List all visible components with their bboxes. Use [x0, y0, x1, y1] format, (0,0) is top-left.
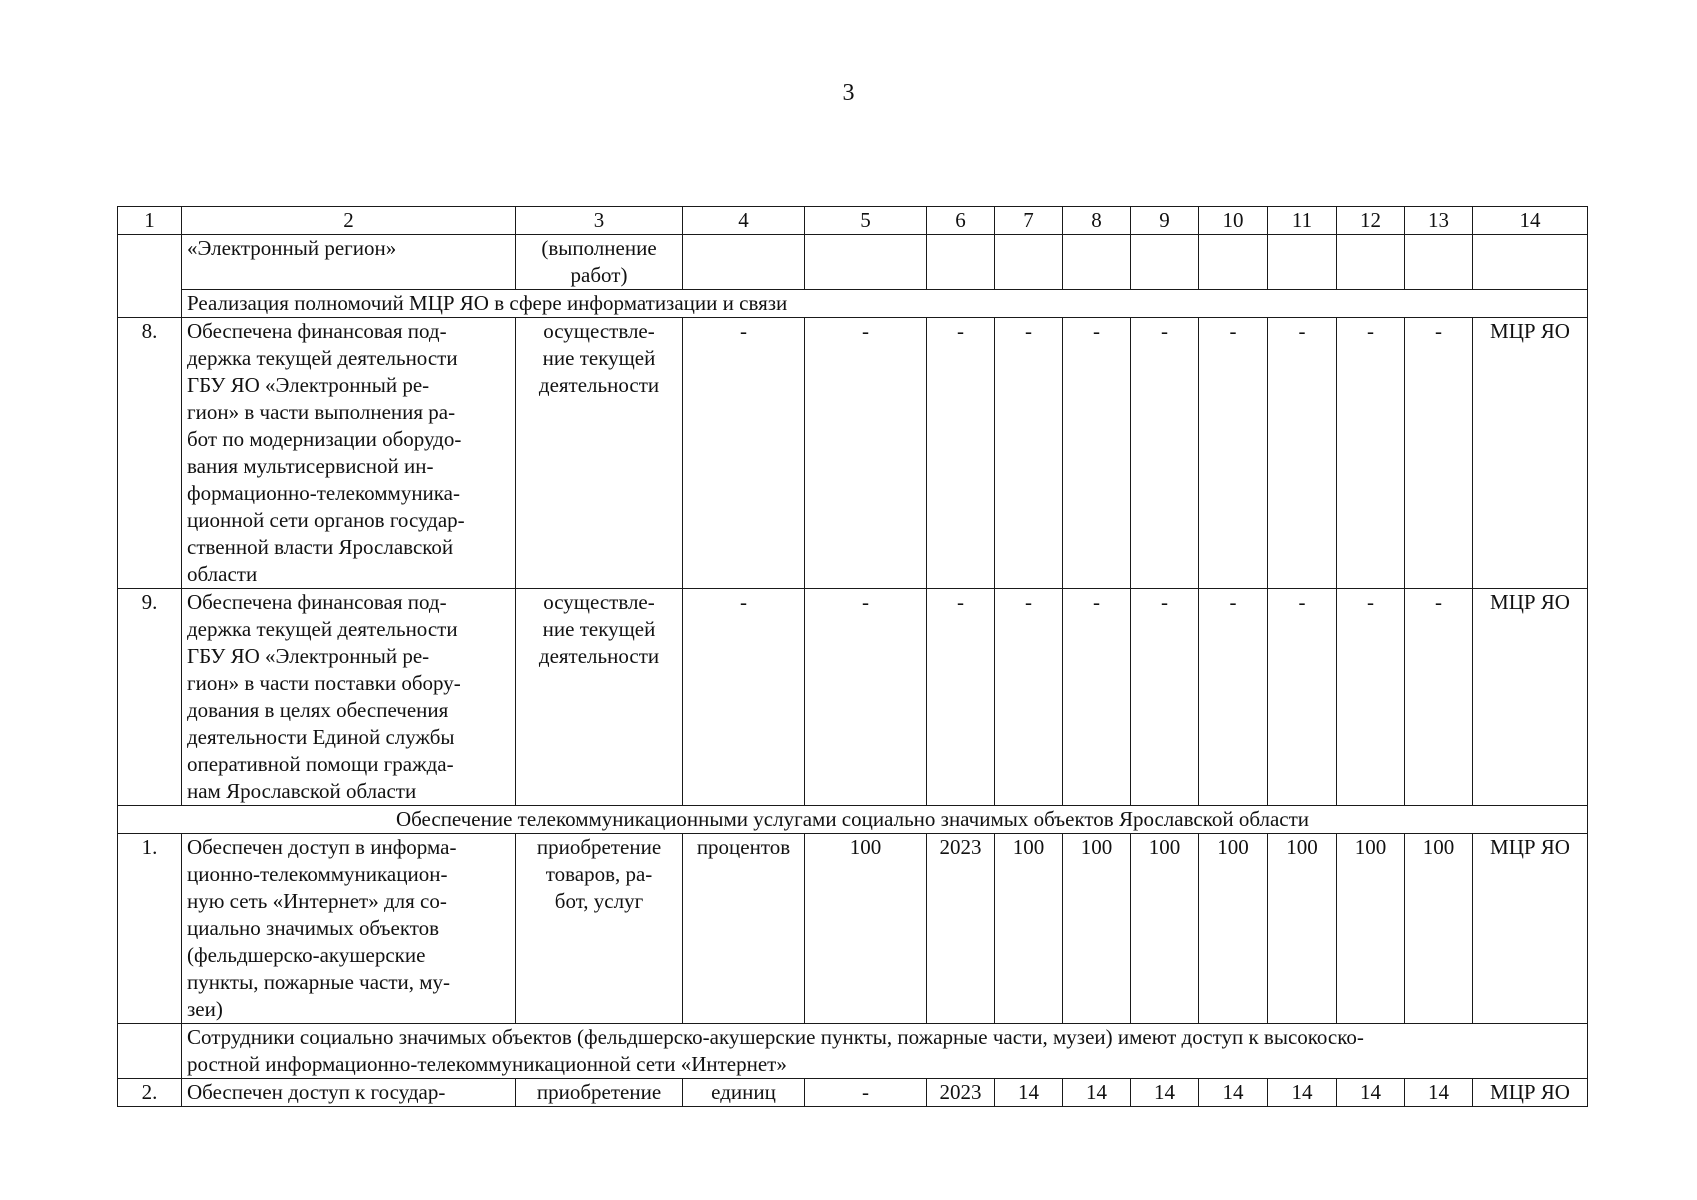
section-title-1: Реализация полномочий МЦР ЯО в сфере информатизации и связи — [182, 290, 1588, 318]
row-value: 14 — [1131, 1079, 1199, 1107]
row-value: 14 — [1063, 1079, 1131, 1107]
header-cell-10: 10 — [1199, 207, 1268, 235]
row-value: - — [995, 318, 1063, 589]
table-row — [118, 1079, 1588, 1107]
row-value: - — [1063, 318, 1131, 589]
table-row — [118, 318, 1588, 589]
header-cell-11: 11 — [1268, 207, 1337, 235]
row-base-value: - — [805, 318, 927, 589]
row-unit: - — [683, 318, 805, 589]
header-cell-1: 1 — [118, 207, 182, 235]
empty-num-cell — [118, 235, 182, 318]
row-value: - — [1199, 318, 1268, 589]
header-cell-4: 4 — [683, 207, 805, 235]
row-value: - — [1063, 589, 1131, 806]
section-row-2 — [118, 806, 1588, 834]
header-cell-6: 6 — [927, 207, 995, 235]
indicators-table — [117, 206, 1588, 1107]
row-type: осуществле- ние текущей деятельности — [516, 589, 683, 806]
row-type: приобретение — [516, 1079, 683, 1107]
row-base-value: - — [805, 589, 927, 806]
row-value: - — [1131, 318, 1199, 589]
row-value: - — [1405, 589, 1473, 806]
row-description: Обеспечена финансовая под- держка текущей деятельности ГБУ ЯО «Электронный ре- гион» в части выполнения ра- бот по модернизации оборудо- вания мультисервисной ин- формационно-телекоммуника- ционной сети органов государ- ственной власти Ярославской области — [182, 318, 516, 589]
row-value: - — [1337, 318, 1405, 589]
header-cell-3: 3 — [516, 207, 683, 235]
section-title-3: Сотрудники социально значимых объектов (фельдшерско-акушерские пункты, пожарные части, музеи) имеют доступ к высокоско- ростной информационно-телекоммуникационной сети «Интернет» — [182, 1024, 1588, 1079]
row-base-year: 2023 — [927, 1079, 995, 1107]
row-responsible: МЦР ЯО — [1473, 318, 1588, 589]
row-value: - — [1268, 318, 1337, 589]
header-cell-2: 2 — [182, 207, 516, 235]
row-description: Обеспечена финансовая под- держка текущей деятельности ГБУ ЯО «Электронный ре- гион» в части поставки обору- дования в целях обеспечения деятельности Единой службы оперативной помощи гражда- нам Ярославской области — [182, 589, 516, 806]
header-cell-8: 8 — [1063, 207, 1131, 235]
continuation-type: (выполнение работ) — [516, 235, 683, 290]
row-value: - — [1405, 318, 1473, 589]
row-number: 8. — [118, 318, 182, 589]
row-base-year: - — [927, 589, 995, 806]
header-row — [118, 207, 1588, 235]
row-value: 14 — [1337, 1079, 1405, 1107]
row-base-year: 2023 — [927, 834, 995, 1024]
row-value: - — [1199, 589, 1268, 806]
header-cell-13: 13 — [1405, 207, 1473, 235]
row-number: 1. — [118, 834, 182, 1024]
row-base-value: - — [805, 1079, 927, 1107]
row-description: Обеспечен доступ в информа- ционно-телекоммуникацион- ную сеть «Интернет» для со- циально значимых объектов (фельдшерско-акушерские пункты, пожарные части, му- зеи) — [182, 834, 516, 1024]
row-unit: процентов — [683, 834, 805, 1024]
row-number: 9. — [118, 589, 182, 806]
row-value: 100 — [1268, 834, 1337, 1024]
header-cell-12: 12 — [1337, 207, 1405, 235]
row-number: 2. — [118, 1079, 182, 1107]
row-responsible: МЦР ЯО — [1473, 589, 1588, 806]
row-responsible: МЦР ЯО — [1473, 1079, 1588, 1107]
continuation-row — [118, 235, 1588, 290]
row-type: приобретение товаров, ра- бот, услуг — [516, 834, 683, 1024]
row-value: - — [1131, 589, 1199, 806]
row-base-value: 100 — [805, 834, 927, 1024]
row-value: 100 — [1063, 834, 1131, 1024]
row-value: - — [1337, 589, 1405, 806]
row-value: 100 — [995, 834, 1063, 1024]
row-value: - — [1268, 589, 1337, 806]
row-value: 100 — [1405, 834, 1473, 1024]
continuation-description: «Электронный регион» — [182, 235, 516, 290]
header-cell-5: 5 — [805, 207, 927, 235]
row-value: 100 — [1199, 834, 1268, 1024]
table-row — [118, 589, 1588, 806]
page-number: 3 — [842, 80, 855, 106]
row-value: 14 — [1268, 1079, 1337, 1107]
header-cell-14: 14 — [1473, 207, 1588, 235]
row-value: 100 — [1337, 834, 1405, 1024]
header-cell-7: 7 — [995, 207, 1063, 235]
row-value: 14 — [1405, 1079, 1473, 1107]
section-row-3 — [118, 1024, 1588, 1079]
row-base-year: - — [927, 318, 995, 589]
empty-num-cell — [118, 1024, 182, 1079]
section-title-2: Обеспечение телекоммуникационными услугами социально значимых объектов Ярославской области — [118, 806, 1588, 834]
row-value: 100 — [1131, 834, 1199, 1024]
row-unit: единиц — [683, 1079, 805, 1107]
header-cell-9: 9 — [1131, 207, 1199, 235]
row-value: - — [995, 589, 1063, 806]
section-row-1 — [118, 290, 1588, 318]
row-type: осуществле- ние текущей деятельности — [516, 318, 683, 589]
row-description: Обеспечен доступ к государ- — [182, 1079, 516, 1107]
row-unit: - — [683, 589, 805, 806]
row-responsible: МЦР ЯО — [1473, 834, 1588, 1024]
row-value: 14 — [995, 1079, 1063, 1107]
table-row — [118, 834, 1588, 1024]
row-value: 14 — [1199, 1079, 1268, 1107]
